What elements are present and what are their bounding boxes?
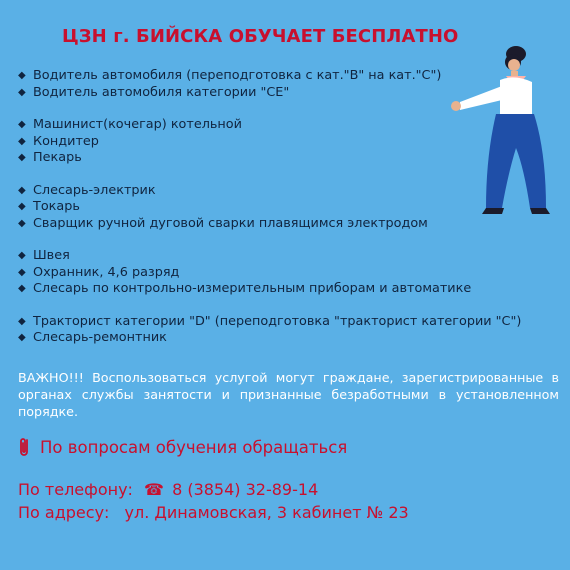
course-label: Слесарь-ремонтник xyxy=(33,330,167,345)
course-label: Водитель автомобиля (переподготовка с кат."B" на кат."C") xyxy=(33,68,442,83)
diamond-bullet-icon: ◆ xyxy=(18,315,26,327)
course-label: Кондитер xyxy=(33,133,99,149)
address-line xyxy=(18,503,409,522)
diamond-bullet-icon: ◆ xyxy=(18,201,26,212)
diamond-bullet-icon: ◆ xyxy=(18,250,26,261)
paperclip-icon xyxy=(18,436,32,458)
contact-heading-text: По вопросам обучения обращаться xyxy=(40,437,348,457)
diamond-bullet-icon: ◆ xyxy=(18,266,26,278)
contact-heading xyxy=(18,436,347,458)
list-item xyxy=(18,281,563,298)
diamond-bullet-icon: ◆ xyxy=(18,119,26,130)
course-label: Пекарь xyxy=(33,150,82,165)
course-label: Тракторист категории "D" (переподготовка "тракторист категории "C") xyxy=(33,313,522,329)
course-label: Сварщик ручной дуговой сварки плавящимся электродом xyxy=(33,215,428,231)
course-label: Токарь xyxy=(33,199,80,214)
course-label: Швея xyxy=(33,248,70,263)
address-label: По адресу: xyxy=(18,503,110,522)
diamond-bullet-icon: ◆ xyxy=(18,283,26,294)
phone-number: 8 (3854) 32-89-14 xyxy=(172,480,319,499)
diamond-bullet-icon: ◆ xyxy=(18,332,26,343)
diamond-bullet-icon: ◆ xyxy=(18,86,26,98)
diamond-bullet-icon: ◆ xyxy=(18,184,26,196)
address-value: ул. Динамовская, 3 кабинет № 23 xyxy=(124,503,409,522)
woman-illustration xyxy=(448,44,558,220)
phone-label: По телефону: xyxy=(18,480,133,499)
diamond-bullet-icon: ◆ xyxy=(18,135,26,147)
course-group-5 xyxy=(18,314,563,347)
course-label: Слесарь-электрик xyxy=(33,182,156,198)
diamond-bullet-icon: ◆ xyxy=(18,152,26,163)
list-item xyxy=(18,314,563,331)
course-label: Машинист(кочегар) котельной xyxy=(33,117,242,132)
page-title: ЦЗН г. БИЙСКА ОБУЧАЕТ БЕСПЛАТНО xyxy=(62,26,459,47)
phone-icon: ☎ xyxy=(144,480,164,499)
course-label: Водитель автомобиля категории "CE" xyxy=(33,84,290,100)
phone-line xyxy=(18,480,318,499)
course-label: Слесарь по контрольно-измерительным приборам и автоматике xyxy=(33,281,472,296)
course-group-4 xyxy=(18,248,563,298)
important-note: ВАЖНО!!! Воспользоваться услугой могут граждане, зарегистрированные в органах службы занятости и признанные безработными в установленном порядке. xyxy=(18,370,559,419)
diamond-bullet-icon: ◆ xyxy=(18,70,26,81)
list-item xyxy=(18,248,563,265)
diamond-bullet-icon: ◆ xyxy=(18,217,26,229)
course-label: Охранник, 4,6 разряд xyxy=(33,264,180,280)
list-item xyxy=(18,330,563,347)
list-item xyxy=(18,265,563,282)
